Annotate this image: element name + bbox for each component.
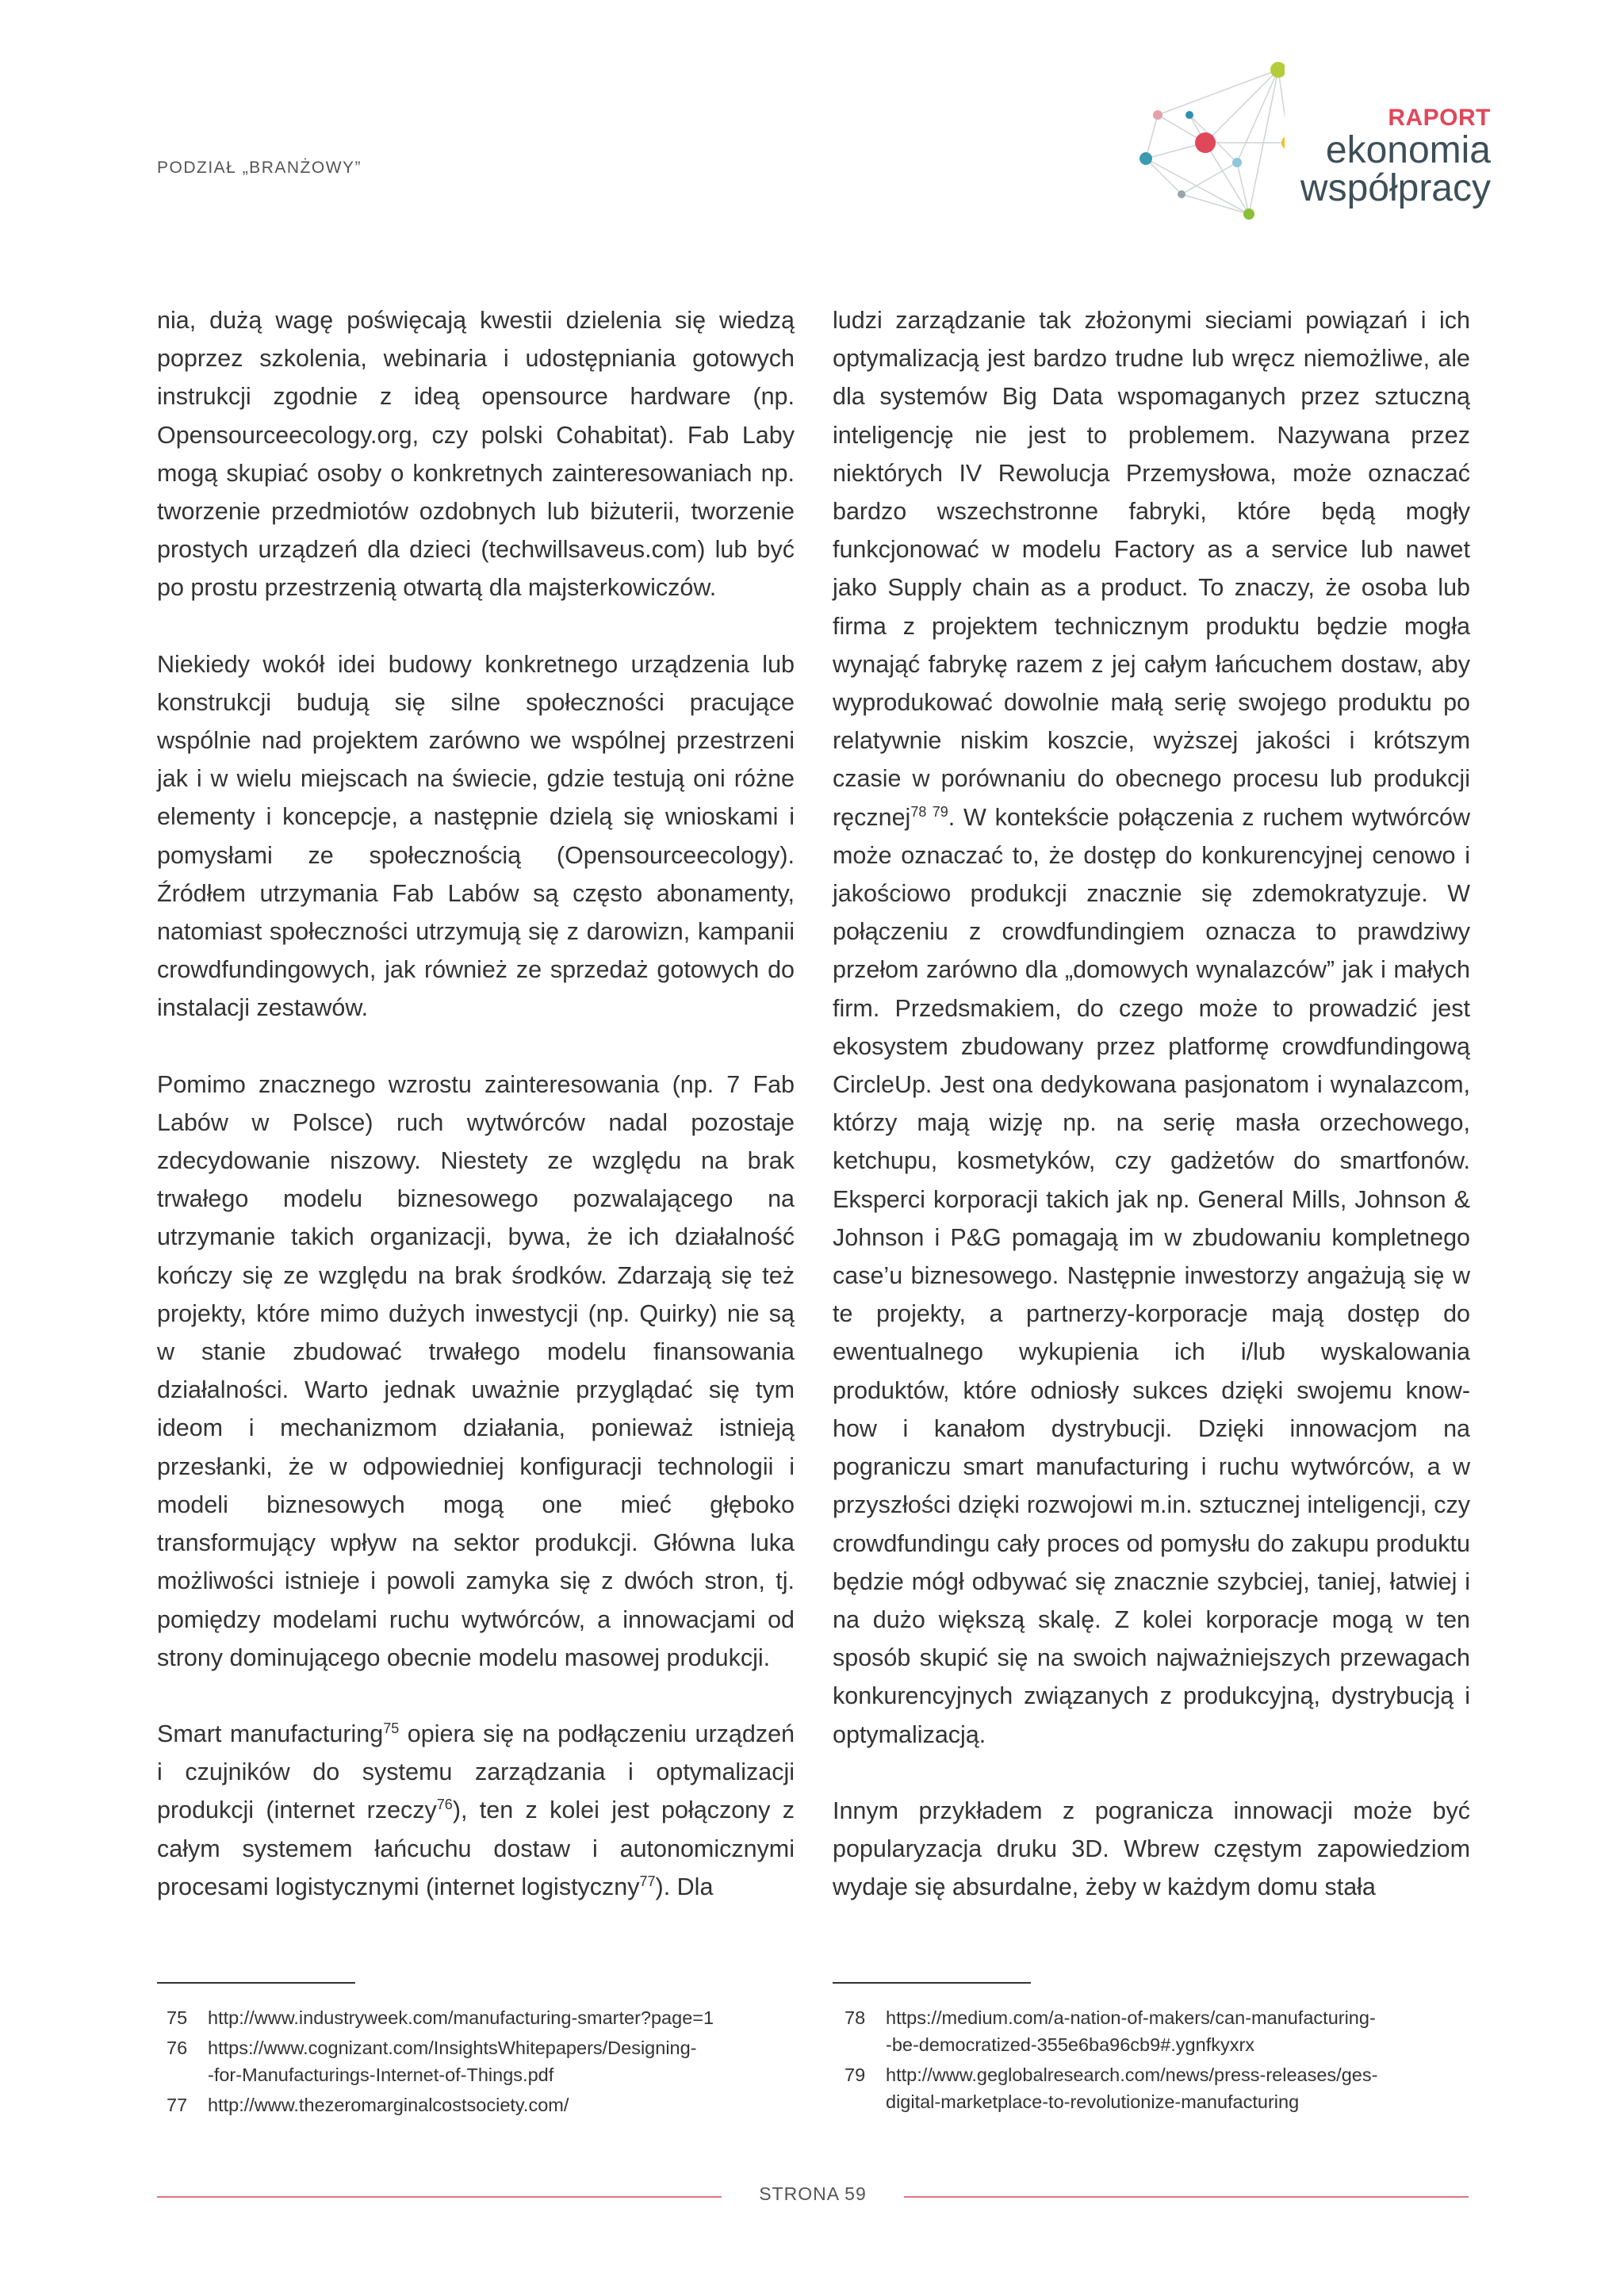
- footnote-ref: 78 79: [910, 803, 948, 820]
- text-run: ), ten z kolei jest połączony z całym systemem łańcuchu dostaw i autonomicznymi procesami logistycznymi (internet logistyczny: [157, 1797, 795, 1900]
- footnote-number: 78: [845, 2007, 866, 2028]
- footnote-number: 79: [845, 2064, 866, 2085]
- footnote-divider: [157, 1982, 355, 1984]
- footnote: [167, 2034, 804, 2088]
- right-column: [833, 301, 1470, 1944]
- paragraph: nia, dużą wagę poświęcają kwestii dzielenia się wiedzą poprzez szkolenia, webinaria i udostępniania gotowych instrukcji zgodnie z ideą opensource hardware (np. Opensourceecology.org, czy polski Cohabitat). Fab Laby mogą skupiać osoby o konkretnych zainteresowaniach np. tworzenie przedmiotów ozdobnych lub biżuterii, tworzenie prostych urządzeń dla dzieci (techwillsaveus.com) lub być po prostu przestrzenią otwartą dla majsterkowiczów.: [157, 307, 795, 602]
- footnote-link[interactable]: http://www.thezeromarginalcostsociety.com/: [208, 2095, 569, 2115]
- paragraph: Niekiedy wokół idei budowy konkretnego urządzenia lub konstrukcji budują się silne społeczności pracujące wspólnie nad projektem zarówno we wspólnej przestrzeni jak i w wielu miejscach na świecie, gdzie testują oni różne elementy i koncepcje, a następnie dzielą się wnioskami i pomysłami ze społecznością (Opensourceecology). Źródłem utrzymania Fab Labów są często abonamenty, natomiast społeczności utrzymują się z darowizn, kampanii crowdfundingowych, jak również ze sprzedaż gotowych do instalacji zestawów.: [157, 650, 795, 1022]
- footnote: [167, 2004, 804, 2031]
- logo-title-line2: współpracy: [1300, 167, 1491, 209]
- footnote-link-continued[interactable]: digital-marketplace-to-revolutionize-manufacturing: [886, 2091, 1300, 2112]
- footnotes-left: [167, 2004, 804, 2122]
- footnote-number: 76: [167, 2038, 188, 2058]
- paragraph: Innym przykładem z pogranicza innowacji może być popularyzacja druku 3D. Wbrew częstym zapowiedziom wydaje się absurdalne, żeby w każdym domu stała: [833, 1797, 1470, 1901]
- footnote-link[interactable]: http://www.geglobalresearch.com/news/press-releases/ges-: [886, 2064, 1378, 2085]
- footnote-link-continued[interactable]: -for-Manufacturings-Internet-of-Things.pdf: [208, 2064, 554, 2085]
- logo-title-line1: ekonomia: [1325, 129, 1491, 171]
- text-run: opiera się na podłączeniu urządzeń i czujników do systemu zarządzania i optymalizacji produkcji (internet rzeczy: [157, 1720, 795, 1824]
- network-graphic-icon: [1126, 55, 1285, 230]
- footnote: [167, 2091, 804, 2118]
- footnote-divider: [833, 1982, 1031, 1984]
- paragraph: [157, 1715, 795, 1906]
- logo: [1126, 55, 1491, 230]
- logo-kicker: RAPORT: [1388, 105, 1491, 131]
- footer-rule-left: [157, 2196, 722, 2198]
- page-number: STRONA 59: [759, 2183, 867, 2204]
- footnote-ref: 75: [383, 1720, 400, 1736]
- footnote-ref: 76: [436, 1797, 453, 1813]
- footnotes-right: [845, 2004, 1482, 2118]
- text-run: . W kontekście połączenia z ruchem wytwórców może oznaczać to, że dostęp do konkurencyjnej cenowo i jakościowo produkcji znacznie się zdemokratyzuje. W połączeniu z crowdfundingiem oznacza to prawdziwy przełom zarówno dla „domowych wynalazców” jak i małych firm. Przedsmakiem, do czego może to prowadzić jest ekosystem zbudowany przez platformę crowdfundingową CircleUp. Jest ona dedykowana pasjonatom i wynalazcom, którzy mają wizję np. na serię masła orzechowego, ketchupu, kosmetyków, czy gadżetów do smartfonów. Eksperci korporacji takich jak np. General Mills, Johnson & Johnson i P&G pomagają im w zbudowaniu kompletnego case’u biznesowego. Następnie inwestorzy angażują się w te projekty, a partnerzy-korporacje mają dostęp do ewentualnego wykupienia ich i/lub wyskalowania produktów, które odniosły sukces dzięki swojemu know-how i kanałom dystrybucji. Dzięki innowacjom na pograniczu smart manufacturing i ruchu wytwórców, a w przyszłości dzięki rozwojowi m.in. sztucznej inteligencji, czy crowdfundingu cały proces od pomysłu do zakupu produktu będzie mógł odbywać się znacznie szybciej, taniej, łatwiej i na dużo większą skalę. Z kolei korporacje mogą w ten sposób skupić się na swoich najważniejszych przewagach konkurencyjnych związanych z produkcyjną, dystrybucją i optymalizacją.: [833, 803, 1470, 1748]
- footnote-ref: 77: [639, 1873, 656, 1889]
- footnote-number: 77: [167, 2095, 188, 2115]
- footnote: [845, 2004, 1482, 2058]
- footnote-link[interactable]: https://medium.com/a-nation-of-makers/can-manufacturing-: [886, 2007, 1376, 2028]
- text-run: ). Dla: [655, 1873, 714, 1900]
- footer-rule-right: [904, 2196, 1469, 2198]
- text-run: Smart manufacturing: [157, 1720, 384, 1747]
- paragraph: [833, 301, 1470, 1754]
- footnote-link[interactable]: http://www.industryweek.com/manufacturing-smarter?page=1: [208, 2007, 714, 2028]
- section-header: PODZIAŁ „BRANŻOWY”: [157, 159, 362, 177]
- footnote-number: 75: [167, 2007, 188, 2028]
- left-column: [157, 301, 795, 1944]
- footnote: [845, 2061, 1482, 2115]
- footnote-link-continued[interactable]: -be-democratized-355e6ba96cb9#.ygnfkyxrx: [886, 2034, 1255, 2055]
- text-run: ludzi zarządzanie tak złożonymi sieciami powiązań i ich optymalizacją jest bardzo trudne lub wręcz niemożliwe, ale dla systemów Big Data wspomaganych przez sztuczną inteligencję nie jest to problemem. Nazywana przez niektórych IV Rewolucja Przemysłowa, może oznaczać bardzo wszechstronne fabryki, które będą mogły funkcjonować w modelu Factory as a service lub nawet jako Supply chain as a product. To znaczy, że osoba lub firma z projektem technicznym produktu będzie mogła wynająć fabrykę razem z jej całym łańcuchem dostaw, aby wyprodukować dowolnie małą serię swojego produktu po relatywnie niskim koszcie, wyższej jakości i krótszym czasie w porównaniu do obecnego procesu lub produkcji ręcznej: [833, 307, 1470, 831]
- paragraph: Pomimo znacznego wzrostu zainteresowania (np. 7 Fab Labów w Polsce) ruch wytwórców nadal pozostaje zdecydowanie niszowy. Niestety ze względu na brak trwałego modelu biznesowego pozwalającego na utrzymanie takich organizacji, bywa, że ich działalność kończy się ze względu na brak środków. Zdarzają się też projekty, które mimo dużych inwestycji (np. Quirky) nie są w stanie zbudować trwałego modelu finansowania działalności. Warto jednak uważnie przyglądać się tym ideom i mechanizmom działania, ponieważ istnieją przesłanki, że w odpowiedniej konfiguracji technologii i modeli biznesowych mogą one mieć głęboko transformujący wpływ na sektor produkcji. Główna luka możliwości istnieje i powoli zamyka się z dwóch stron, tj. pomiędzy modelami ruchu wytwórców, a innowacjami od strony dominującego obecnie modelu masowej produkcji.: [157, 1070, 795, 1671]
- footnote-link[interactable]: https://www.cognizant.com/InsightsWhitepapers/Designing-: [208, 2038, 697, 2058]
